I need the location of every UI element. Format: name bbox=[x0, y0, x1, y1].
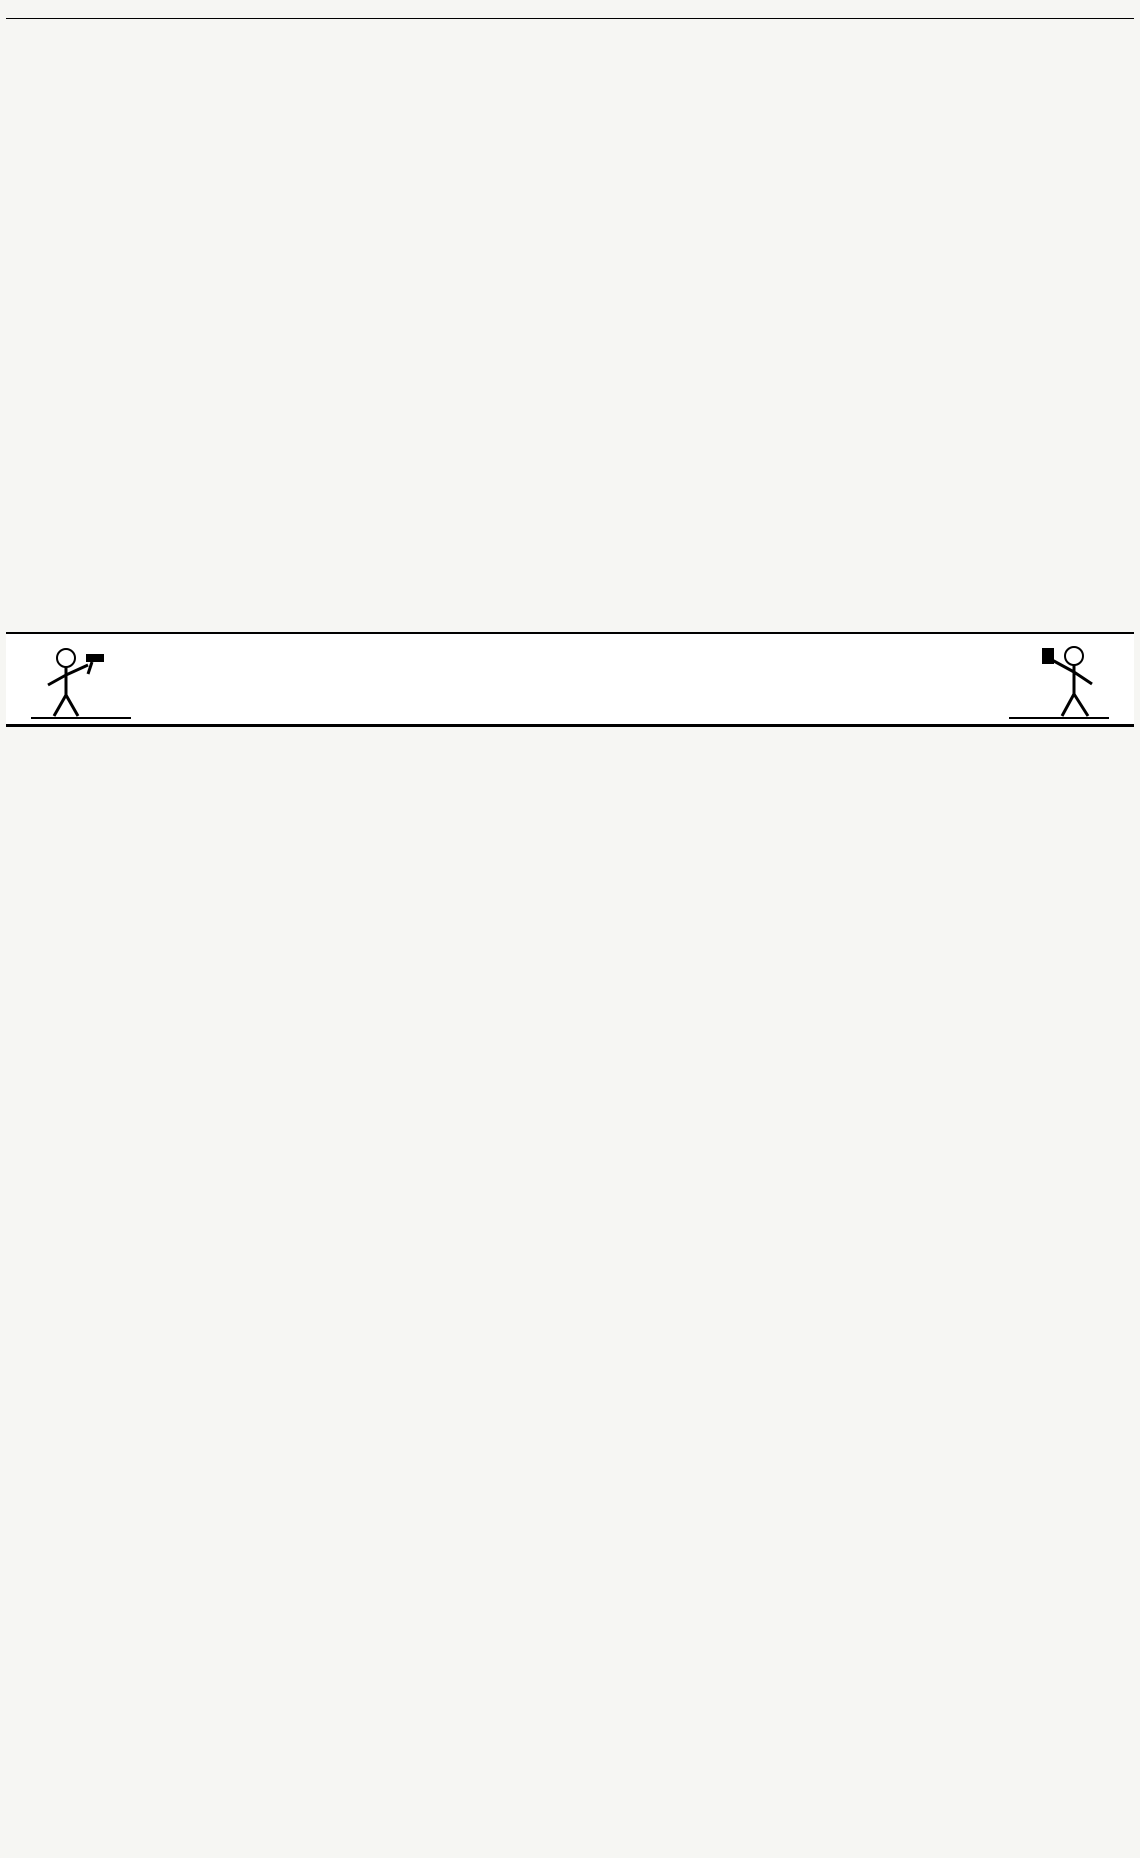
page-footer bbox=[6, 1842, 1134, 1856]
classified-ads-section bbox=[6, 18, 1134, 631]
service-guide-directory bbox=[6, 730, 1134, 1838]
page-folio bbox=[6, 4, 1134, 18]
section-banner bbox=[6, 632, 1134, 727]
painter-with-brush-illustration bbox=[1004, 640, 1114, 720]
man-with-hammer-illustration bbox=[26, 640, 136, 720]
